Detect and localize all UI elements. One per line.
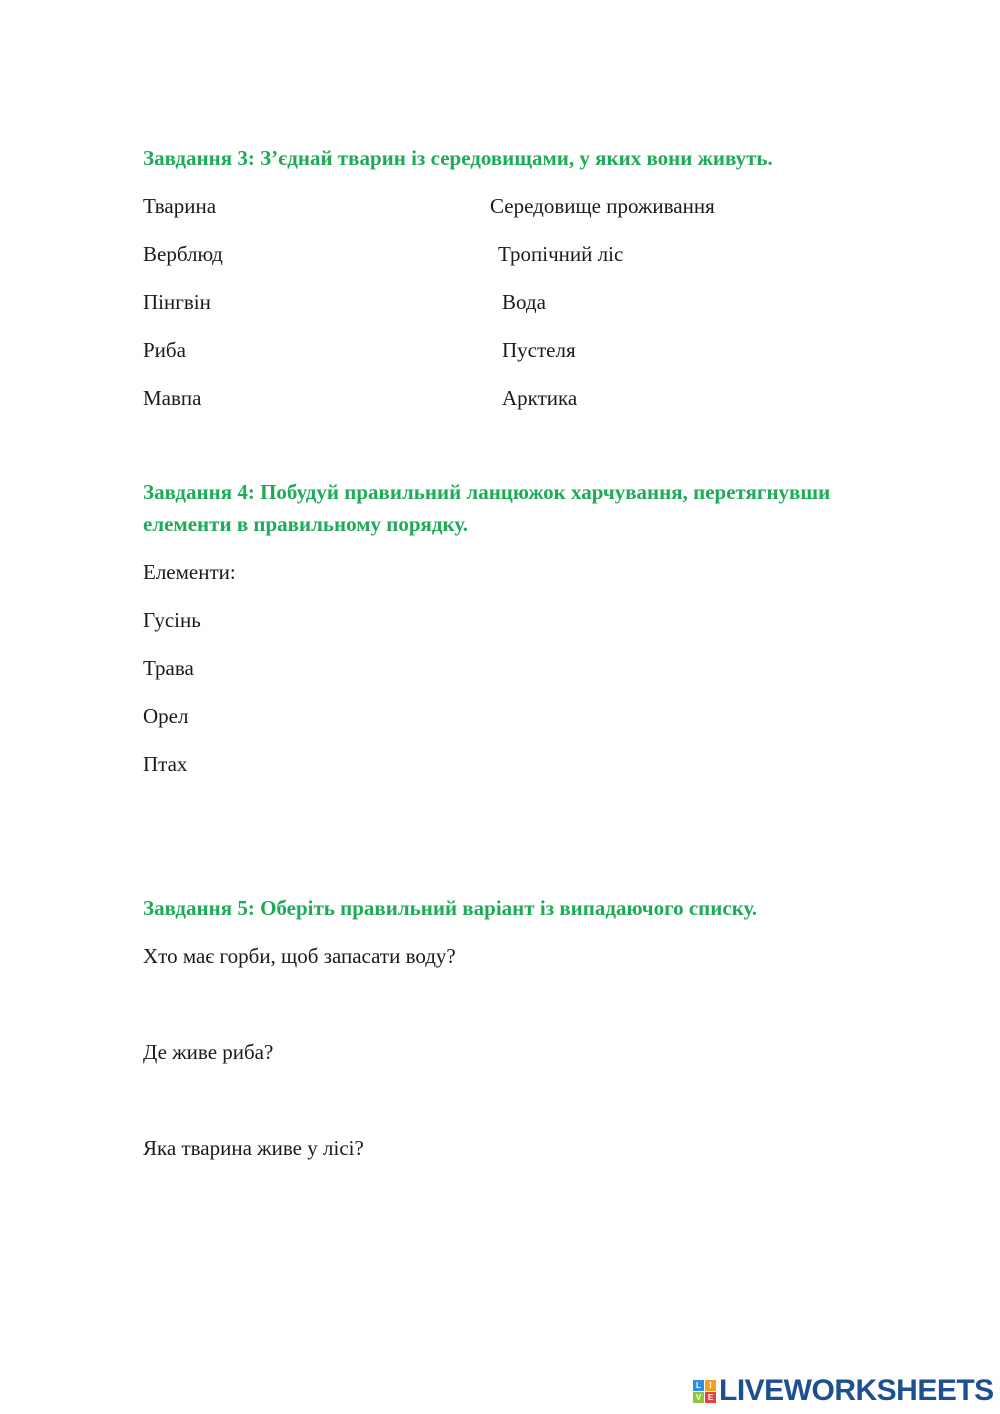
animal-item[interactable]: Верблюд [143, 242, 223, 266]
food-chain-element[interactable]: Гусінь [143, 608, 201, 632]
food-chain-element[interactable]: Трава [143, 656, 194, 680]
logo-letter: V [693, 1392, 704, 1403]
animal-item[interactable]: Мавпа [143, 386, 202, 410]
task4-heading: Завдання 4: Побудуй правильний ланцюжок харчування, перетягнувши [143, 480, 831, 504]
habitat-item[interactable]: Арктика [502, 386, 578, 410]
logo-letter: E [705, 1392, 716, 1403]
habitat-item[interactable]: Тропічний ліс [498, 242, 624, 266]
task4-heading-continued: елементи в правильному порядку. [143, 512, 468, 536]
animal-item[interactable]: Риба [143, 338, 186, 362]
logo-mark-icon [693, 1380, 716, 1403]
habitat-item[interactable]: Пустеля [502, 338, 576, 362]
logo-letter: I [705, 1380, 716, 1391]
food-chain-element[interactable]: Орел [143, 704, 189, 728]
habitat-item[interactable]: Вода [502, 290, 546, 314]
task5-heading: Завдання 5: Оберіть правильний варіант із випадаючого списку. [143, 896, 758, 920]
elements-label: Елементи: [143, 560, 236, 584]
animal-item[interactable]: Пінгвін [143, 290, 211, 314]
animal-column-header: Тварина [143, 194, 217, 218]
food-chain-element[interactable]: Птах [143, 752, 188, 776]
task3-heading: Завдання 3: З’єднай тварин із середовищами, у яких вони живуть. [143, 146, 773, 170]
question-text: Де живе риба? [143, 1040, 274, 1064]
habitat-column-header: Середовище проживання [490, 194, 715, 218]
question-text: Хто має горби, щоб запасати воду? [143, 944, 456, 968]
logo-text: LIVEWORKSHEETS [719, 1374, 994, 1407]
question-text: Яка тварина живе у лісі? [143, 1136, 364, 1160]
logo-letter: L [693, 1380, 704, 1391]
liveworksheets-logo[interactable] [693, 1374, 994, 1408]
